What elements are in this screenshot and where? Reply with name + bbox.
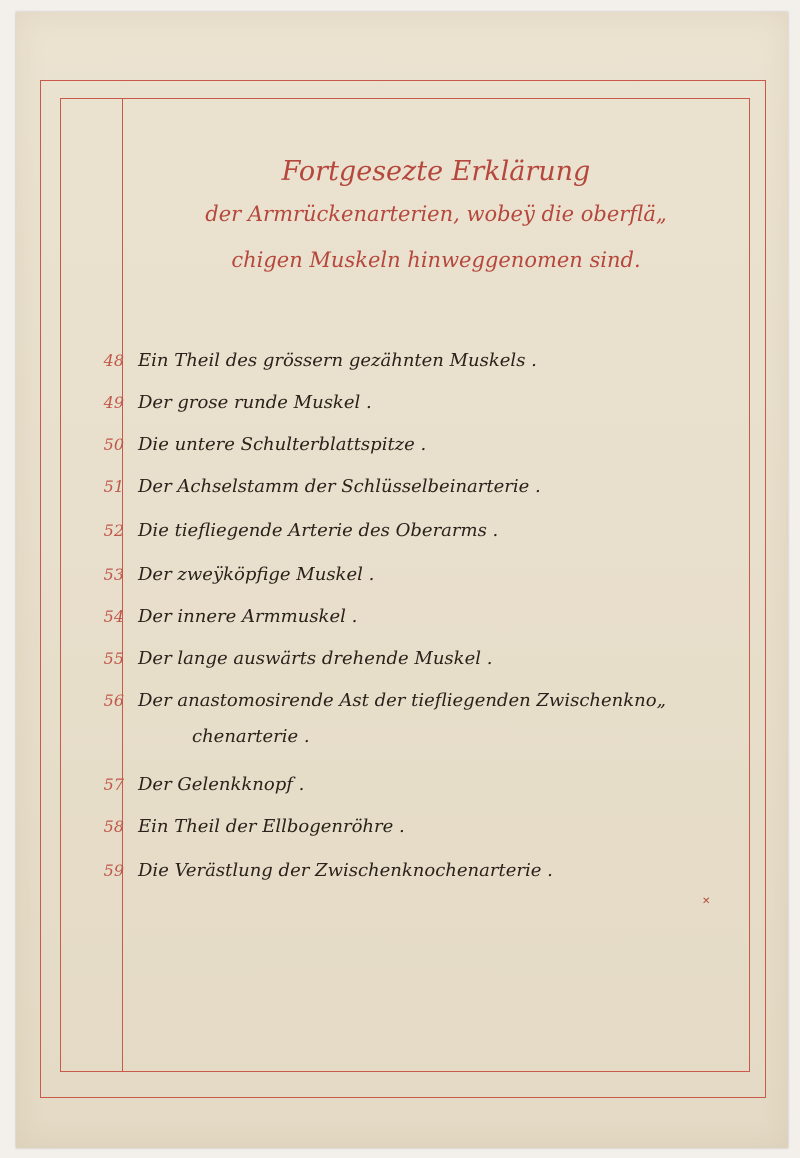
- entry-text: Der grose runde Muskel .: [138, 392, 372, 413]
- entry-text: Ein Theil der Ellbogenröhre .: [138, 816, 405, 837]
- entry-text: Der innere Armmuskel .: [138, 606, 358, 627]
- list-item: [16, 856, 788, 896]
- entry-text: Der Gelenkknopf .: [138, 774, 305, 795]
- entry-number: 57: [103, 775, 124, 794]
- entry-text: Der anastomosirende Ast der tiefliegenden Zwischenkno„: [138, 690, 666, 711]
- entry-number: 53: [103, 565, 124, 584]
- entry-number: 56: [103, 691, 124, 710]
- list-item: [16, 560, 788, 600]
- entry-text: Der zweÿköpfige Muskel .: [138, 564, 375, 585]
- entry-text: Der lange auswärts drehende Muskel .: [138, 648, 493, 669]
- entry-text-continuation: chenarterie .: [192, 726, 310, 747]
- manuscript-page: [16, 12, 788, 1148]
- ink-mark: ✕: [702, 896, 711, 907]
- entry-text: Ein Theil des grössern gezähnten Muskels .: [138, 350, 537, 371]
- entry-text: Der Achselstamm der Schlüsselbeinarterie .: [138, 476, 541, 497]
- entry-number: 54: [103, 607, 124, 626]
- entry-number: 49: [103, 393, 124, 412]
- list-item: [16, 430, 788, 470]
- entry-number: 48: [103, 351, 124, 370]
- entry-number: 51: [103, 477, 124, 496]
- entry-text: Die untere Schulterblattspitze .: [138, 434, 427, 455]
- list-item: [16, 602, 788, 642]
- entry-text: Die tiefliegende Arterie des Oberarms .: [138, 520, 499, 541]
- list-item: [16, 346, 788, 386]
- title-line-1: Fortgesezte Erklärung: [281, 156, 591, 187]
- list-item: [16, 812, 788, 852]
- page-title: [136, 152, 736, 292]
- list-item: [16, 516, 788, 556]
- list-item: [16, 472, 788, 512]
- entry-number: 55: [103, 649, 124, 668]
- list-item: [16, 644, 788, 684]
- entry-number: 52: [103, 521, 124, 540]
- list-item: [16, 388, 788, 428]
- entry-number: 59: [103, 861, 124, 880]
- title-line-2: der Armrückenarterien, wobeÿ die oberflä„: [205, 202, 667, 226]
- entry-text: Die Verästlung der Zwischenknochenarterie .: [138, 860, 553, 881]
- title-line-3: chigen Muskeln hinweggenomen sind.: [231, 248, 641, 272]
- entry-number: 58: [103, 817, 124, 836]
- entry-number: 50: [103, 435, 124, 454]
- list-item: [16, 686, 788, 762]
- list-item: [16, 770, 788, 810]
